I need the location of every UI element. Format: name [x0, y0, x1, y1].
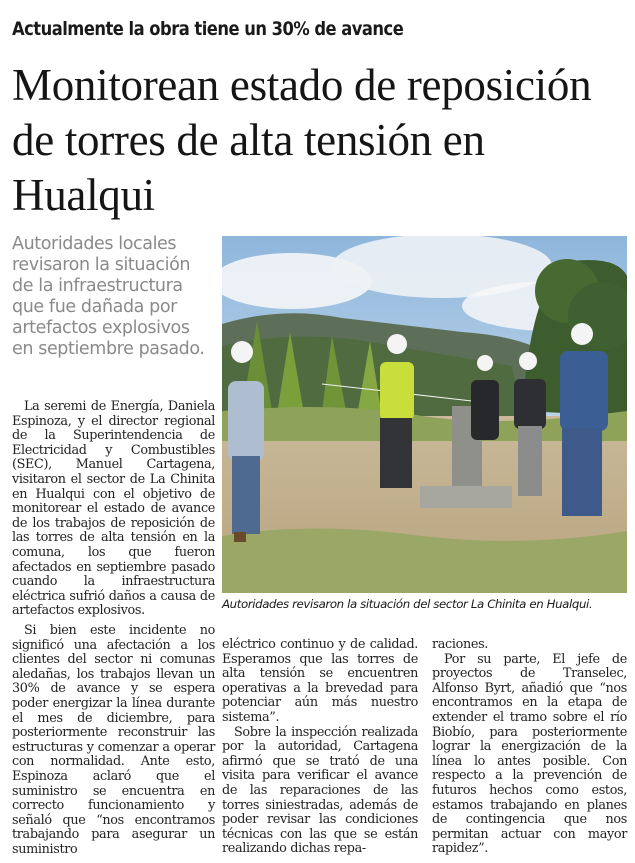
photo-caption: Autoridades revisaron la situación del sector La Chinita en Hualqui.: [222, 597, 593, 611]
body-column-3: [432, 638, 627, 857]
body-paragraph: La seremi de Energía, Daniela Espinoza, y el director regional de la Superintendencia de Electricidad y Combustibles (SEC), Manuel Cartagena, visitaron el sector de La Chinita en Hualqui con el objetivo de monitorear el estado de avance de los trabajos de reposición de las torres de alta tensión en la comuna, los que fueron afectados en septiembre pasado cuando la infraestructura eléctrica sufrió daños a causa de artefactos explosivos.: [12, 399, 215, 619]
body-paragraph-continuation: eléctrico continuo y de calidad. Esperamos que las torres de alta tensión se encuentren operativas a la brevedad para potenciar aún más nuestro sistema”.: [222, 637, 418, 725]
article-photo: [222, 236, 627, 593]
body-column-1-top: [12, 400, 215, 619]
body-paragraph: Si bien este incidente no significó una afectación a los clientes del sector ni comunas aledañas, los trabajos llevan un 30% de avance y se espera poder energizar la línea durante el mes de diciembre, para posteriormente reconstruir las estructuras y comenzar a operar con normalidad. Ante esto, Espinoza aclaró que el suministro se encuentra en correcto funcionamiento y señaló que “nos encontramos trabajando para asegurar un suministro: [12, 623, 215, 857]
body-column-1-bottom: [12, 624, 215, 858]
article-kicker: Actualmente la obra tiene un 30% de avance: [12, 18, 404, 40]
article-headline: Monitorean estado de reposición de torres de alta tensión en Hualqui: [12, 60, 592, 220]
body-paragraph: Sobre la inspección realizada por la autoridad, Cartagena afirmó que se trató de una visita para verificar el avance de las reparaciones de las torres siniestradas, además de poder revisar las condiciones técnicas con las que se están realizando dichas repa-: [222, 724, 418, 857]
body-paragraph-continuation: raciones.: [432, 637, 489, 652]
body-column-2: [222, 638, 418, 857]
body-paragraph: Por su parte, El jefe de proyectos de Transelec, Alfonso Byrt, añadió que “nos encontramos en la etapa de extender el tramo sobre el río Biobío, para posteriormente lograr la energización de la línea lo antes posible. Con respecto a la prevención de futuros hechos como estos, estamos trabajando en planes de contingencia que nos permitan actuar con mayor rapidez”.: [432, 651, 627, 857]
article-deck: Autoridades locales revisaron la situación de la infraestructura que fue dañada por artefactos explosivos en septiembre pasado.: [12, 234, 205, 359]
